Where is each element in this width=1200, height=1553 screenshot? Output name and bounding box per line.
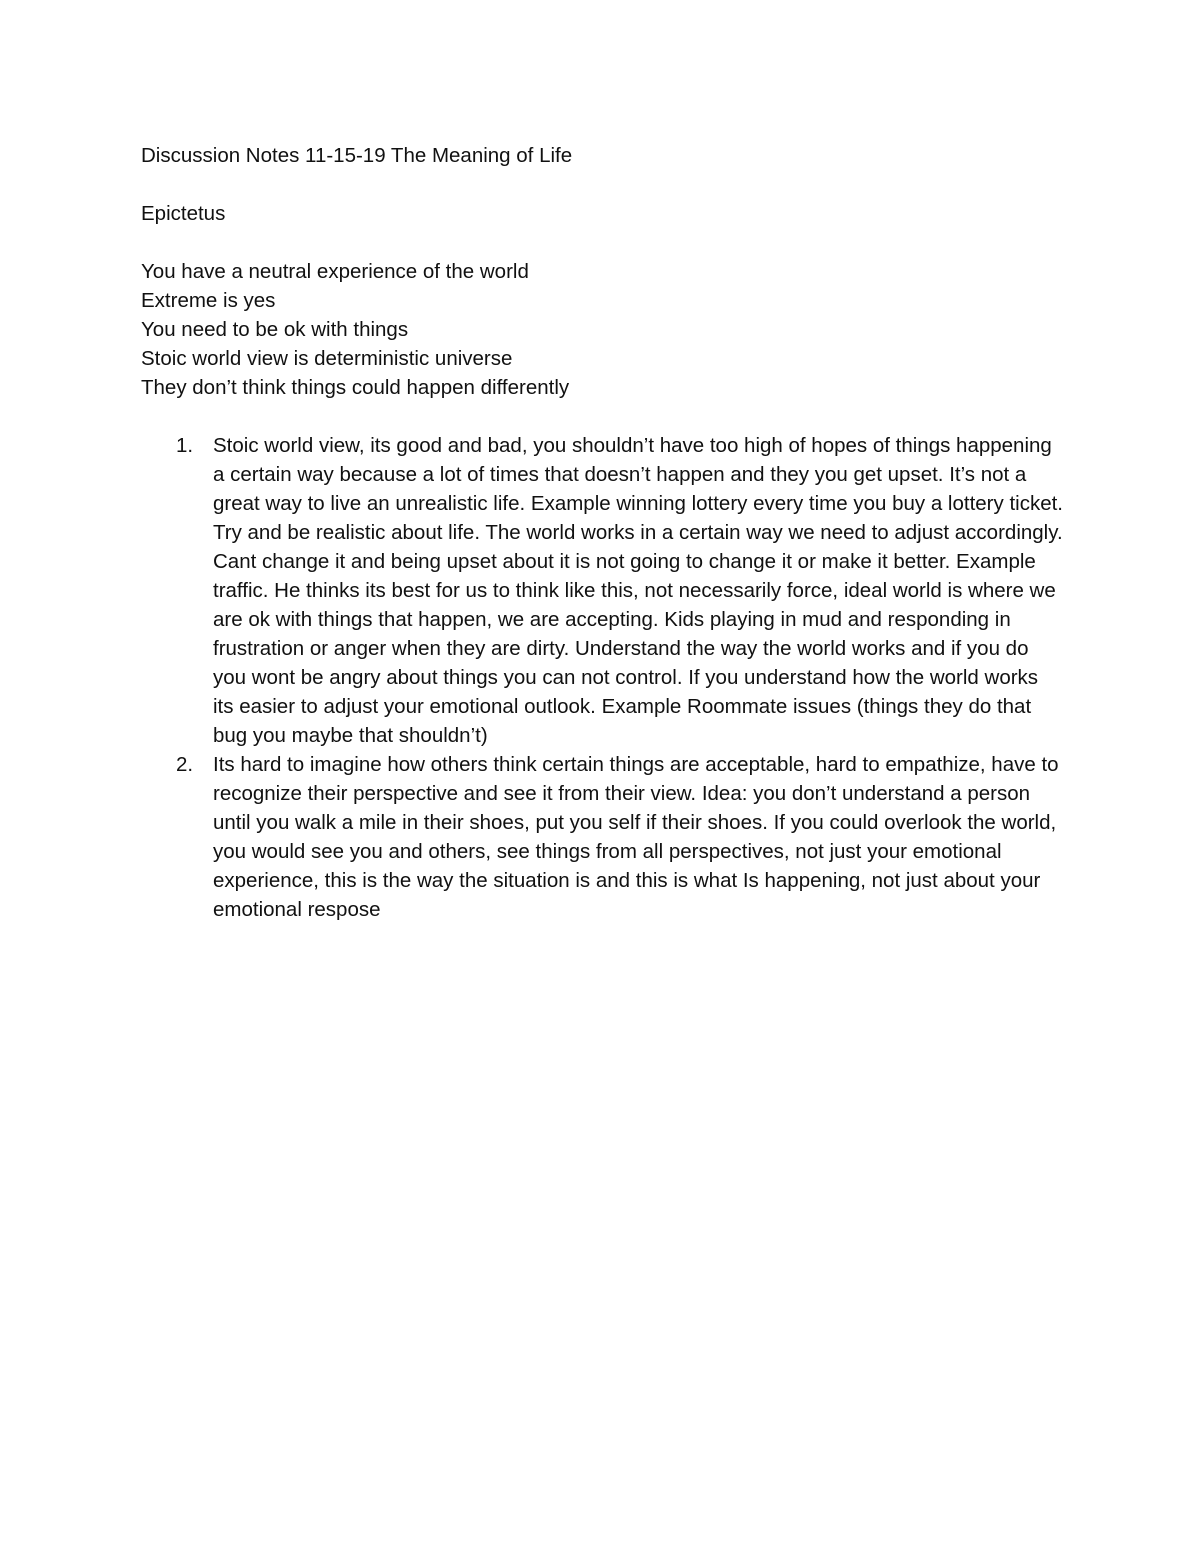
- list-item: [141, 431, 1071, 750]
- list-item-text: Stoic world view, its good and bad, you shouldn’t have too high of hopes of things happening a certain way because a lot of times that doesn’t happen and they you get upset. It’s not a great way to live an unrealistic life. Example winning lottery every time you buy a lottery ticket. Try and be realistic about life. The world works in a certain way we need to adjust accordingly. Cant change it and being upset about it is not going to change it or make it better. Example traffic. He thinks its best for us to think like this, not necessarily force, ideal world is where we are ok with things that happen, we are accepting. Kids playing in mud and responding in frustration or anger when they are dirty. Understand the way the world works and if you do you wont be angry about things you can not control. If you understand how the world works its easier to adjust your emotional outlook. Example Roommate issues (things they do that bug you maybe that shouldn’t): [213, 434, 1063, 747]
- note-line: Stoic world view is deterministic universe: [141, 347, 513, 370]
- list-number: 1.: [176, 434, 194, 457]
- document-body: [141, 141, 1071, 924]
- list-item: [141, 750, 1071, 924]
- list-item-text: Its hard to imagine how others think certain things are acceptable, hard to empathize, have to recognize their perspective and see it from their view. Idea: you don’t understand a person until you walk a mile in their shoes, put you self if their shoes. If you could overlook the world, you would see you and others, see things from all perspectives, not just your emotional experience, this is the way the situation is and this is what Is happening, not just about your emotional respose: [213, 753, 1059, 921]
- list-number: 2.: [176, 753, 194, 776]
- numbered-list: [141, 431, 1071, 924]
- notes-lines: [141, 257, 1071, 402]
- section-heading: Epictetus: [141, 202, 226, 225]
- document-title: Discussion Notes 11-15-19 The Meaning of Life: [141, 144, 573, 167]
- note-line: They don’t think things could happen differently: [141, 376, 570, 399]
- note-line: Extreme is yes: [141, 289, 276, 312]
- note-line: You need to be ok with things: [141, 318, 409, 341]
- note-line: You have a neutral experience of the world: [141, 260, 529, 283]
